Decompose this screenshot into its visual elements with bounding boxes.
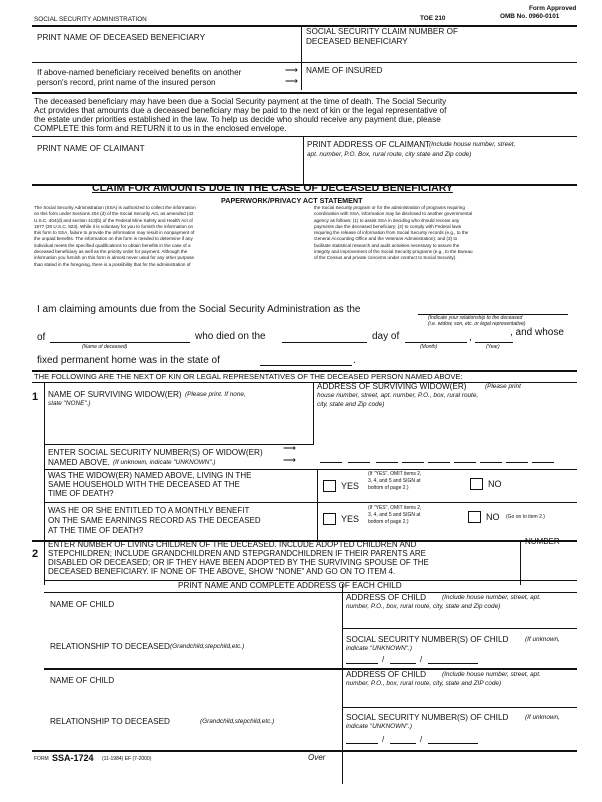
section-1-number: 1 [32,391,39,403]
form-code: TOE 210 [420,15,446,22]
insured-question: If above-named beneficiary received benefits on another [37,68,242,77]
claimant-address-label: PRINT ADDRESS OF CLAIMANT [307,140,431,149]
child-2-ssn-hint: (If unknown, [525,714,560,721]
q1-no-label: NO [488,479,502,489]
deceased-name-inline-field[interactable] [50,342,190,343]
state-field[interactable] [260,365,352,366]
child-1-address-label: ADDRESS OF CHILD [346,593,427,602]
claimant-address-field[interactable] [307,162,572,180]
child-1-relationship-field[interactable] [50,653,338,667]
child-2-relationship-field[interactable] [50,729,338,743]
privacy-left: The Social Security Administration (SSA) is authorized to collect the information on this form under Sections 204 (d) of the Social Security Act, as amended (42 U.S.C. 404(d) and section 413(b) of the Federal Mine Safety and Health Act of 1977 (30 U.S.C. 923). While it is voluntary for you to furnish the information on this form to SSA, failure to provide the information may result in nonpayment of the unpaid benefits. The information on this form is needed to determine if any individual meets the specified qualifications to obtain benefits in the case of a deceased beneficiary as well as the priority order for payment. Although the information you furnish on this form is almost never used for any other purpose than stated in the foregoing, there is a possibility that for the administration of [34,205,196,267]
arrow-right-icon: ⟶ [283,443,296,453]
child-1-relationship-label: RELATIONSHIP TO DECEASED [50,642,170,651]
q1-yes-note-line2: 3, 4, and 5 and SIGN at [368,478,421,484]
relationship-hint-line2: (i.e. widow, son, etc. or legal representative) [428,321,526,327]
widow-name-label: NAME OF SURVIVING WIDOW(ER) [48,390,182,399]
relationship-hint: (Indicate your relationship to the deceased [428,315,523,321]
year-hint: (Year) [486,344,500,350]
who-died-label: who died on the [195,331,266,342]
child-1-name-field[interactable] [50,612,338,637]
child-1-address-hint-line2: number, P.O., box, rural route, city, state and Zip code) [346,603,501,610]
child-1-address-field[interactable] [346,614,572,626]
q2-yes-note-line2: 3, 4, and 5 and SIGN at [368,512,421,518]
child-1-relationship-hint: (Grandchild,stepchild,etc.) [170,643,245,650]
and-whose-label: , and whose [510,327,564,338]
form-revision: (11-1984) EF (7-2000) [102,756,152,762]
insured-name-field[interactable] [306,77,572,89]
widow-address-hint: (Please print [485,383,521,390]
form-approved: Form Approved [529,5,577,12]
q2-no-label: NO [486,512,500,522]
q1-yes-checkbox[interactable] [323,480,336,492]
child-2-relationship-hint: (Grandchild,stepchild,etc.) [200,718,275,725]
insured-name-label: NAME OF INSURED [306,66,383,75]
child-2-relationship-label: RELATIONSHIP TO DECEASED [50,717,170,726]
day-of-label: day of [372,331,400,342]
death-day-field[interactable] [282,342,367,343]
deceased-name-label: PRINT NAME OF DECEASED BENEFICIARY [37,33,206,42]
q2-yes-note: (If "YES", OMIT items 2, [368,505,422,511]
q2-yes-checkbox[interactable] [323,513,336,525]
widow-ssn-field[interactable] [320,446,570,468]
notice-text-line2: Act provides that amounts due a deceased beneficiary may be paid to the next of kin or the legal representative of [34,106,447,115]
child-2-address-label: ADDRESS OF CHILD [346,670,427,679]
claim-number-field[interactable] [306,48,572,60]
child-2-ssn-hint-line2: indicate "UNKNOWN".) [346,723,412,730]
widow-ssn-label-line2: NAMED ABOVE. [48,458,110,467]
q2-no-checkbox[interactable] [468,511,481,523]
notice-text-line3: the estate under priorities established in the law. To help us decide who should receive any payment due, please [34,115,441,124]
q1-yes-note: (If "YES", OMIT items 2, [368,471,422,477]
q2-text-line3: AT THE TIME OF DEATH? [48,526,144,535]
form-label: FORM [34,756,49,762]
child-1-address-hint: (Include house number, street, apt. [442,594,541,601]
q2-text-line2: ON THE SAME EARNINGS RECORD AS THE DECEASED [48,516,261,525]
child-1-ssn-hint: (If unknown, [525,636,560,643]
widow-ssn-label: ENTER SOCIAL SECURITY NUMBER(S) OF WIDOW(ER) [48,448,263,457]
notice-text-line4: COMPLETE this form and RETURN it to us in the enclosed envelope. [34,124,287,133]
death-year-field[interactable] [475,342,513,343]
children-count-field[interactable] [524,550,574,580]
child-2-name-label: NAME OF CHILD [50,676,115,685]
q1-no-checkbox[interactable] [470,478,483,490]
over-label: Over [308,753,326,762]
privacy-right: the Social Security program or for the administration of programs requiring coordination with SSA, information may be disclosed to another governmental agency as follows: (1) to assist SSA in deciding who should receive any payments due the deceased beneficiary; (2) to comply with Federal laws requiring the release of information from Social Security records (e.g., to the General Accounting Office and the Veterans Administration); and (3) to facilitate statistical research and audit activities necessary to assure the integrity and improvement of the Social Security programs (e.g., to the Bureau of the Census and private concerns under contract to Social Security). [314,205,473,261]
widow-address-hint-line2: house number, street, apt. number, P.O., box, rural route, [317,392,479,399]
death-month-field[interactable] [405,342,467,343]
claimant-address-hint: (Include house number, street, [429,141,516,148]
child-1-ssn-hint-line2: indicate "UNKNOWN".) [346,645,412,652]
q1-yes-label: YES [341,481,360,491]
q2-yes-note-line3: bottom of page 2.) [368,519,409,525]
claim-number-label-line2: DECEASED BENEFICIARY [306,37,408,46]
q1-text: WAS THE WIDOW(ER) NAMED ABOVE, LIVING IN THE [48,471,252,480]
arrow-right-icon: ⟶ [285,65,298,75]
child-2-address-field[interactable] [346,691,572,705]
claim-sentence: I am claiming amounts due from the Social Security Administration as the [37,304,361,315]
child-2-address-hint: (Include house number, street, apt. [442,671,541,678]
claim-number-label: SOCIAL SECURITY CLAIM NUMBER OF [306,27,458,36]
next-of-kin-heading: THE FOLLOWING ARE THE NEXT OF KIN OR LEGAL REPRESENTATIVES OF THE DECEASED PERSON NAMED ABOVE: [34,372,463,381]
widow-name-hint: (Please print. If none, [185,391,246,398]
q2-text: WAS HE OR SHE ENTITLED TO A MONTHLY BENEFIT [48,506,250,515]
section-2-text-line2: STEPCHILDREN; INCLUDE GRANDCHILDREN AND STEPGRANDCHILDREN IF THEIR PARENTS ARE [48,549,426,558]
arrow-right-icon: ⟶ [285,76,298,86]
insured-question-line2: person's record, print name of the insured person [37,78,216,87]
deceased-name-field[interactable] [37,44,295,62]
child-2-address-hint-line2: number, P.O., box, rural route, city, state and ZIP code) [346,680,502,687]
q2-yes-label: YES [341,514,360,524]
child-2-ssn-field[interactable]: / / [346,732,572,746]
form-number: SSA-1724 [52,753,94,763]
widow-name-hint-line2: state "NONE".) [48,400,91,407]
q1-text-line2: SAME HOUSEHOLD WITH THE DECEASED AT THE [48,480,240,489]
claimant-name-field[interactable] [37,156,297,180]
comma: , [469,332,472,343]
period: . [353,355,356,366]
section-2-text: ENTER NUMBER OF LIVING CHILDREN OF THE DECEASED. INCLUDE ADOPTED CHILDREN AND [48,540,417,549]
agency-name: SOCIAL SECURITY ADMINISTRATION [34,16,147,23]
widow-address-label: ADDRESS OF SURVIVING WIDOW(ER) [317,382,467,391]
omb-number: OMB No. 0960-0101 [500,13,560,20]
number-label: NUMBER [525,537,560,546]
q2-no-note: (Go on to item 2.) [506,514,545,520]
child-1-ssn-label: SOCIAL SECURITY NUMBER(S) OF CHILD [346,635,509,644]
section-2-number: 2 [32,548,39,560]
q1-text-line3: TIME OF DEATH? [48,489,114,498]
child-2-ssn-label: SOCIAL SECURITY NUMBER(S) OF CHILD [346,713,509,722]
widow-ssn-hint: (If unknown, indicate "UNKNOWN".) [113,459,216,466]
section-2-text-line3: DISABLED OR DECEASED; OR IF THEY HAVE BEEN ADOPTED BY THE SURVIVING SPOUSE OF THE [48,558,429,567]
section-2-text-line4: DECEASED BENEFICIARY. IF NONE OF THE ABOVE, SHOW "NONE" AND GO ON TO ITEM 4. [48,567,396,576]
child-1-ssn-field[interactable]: / / [346,652,572,666]
arrow-right-icon: ⟶ [283,455,296,465]
widow-address-hint-line3: city, state and Zip code) [317,401,385,408]
child-1-name-label: NAME OF CHILD [50,600,115,609]
child-2-name-field[interactable] [50,688,338,713]
deceased-hint: (Name of deceased) [82,344,128,350]
claimant-address-hint-line2: apt. number, P.O. Box, rural route, city state and Zip code) [307,151,472,158]
print-each-child-heading: PRINT NAME AND COMPLETE ADDRESS OF EACH CHILD [178,581,402,590]
privacy-heading: PAPERWORK/PRIVACY ACT STATEMENT [221,196,363,205]
claimant-name-label: PRINT NAME OF CLAIMANT [37,144,145,153]
fixed-home-label: fixed permanent home was in the state of [37,355,220,366]
of-label: of [37,332,46,343]
month-hint: (Month) [420,344,438,350]
widow-name-field[interactable] [48,411,308,441]
q1-yes-note-line3: bottom of page 2.) [368,485,409,491]
form-title: CLAIM FOR AMOUNTS DUE IN THE CASE OF DECEASED BENEFICIARY [92,182,453,194]
notice-text: The deceased beneficiary may have been due a Social Security payment at the time of death. The Social Security [34,97,447,106]
